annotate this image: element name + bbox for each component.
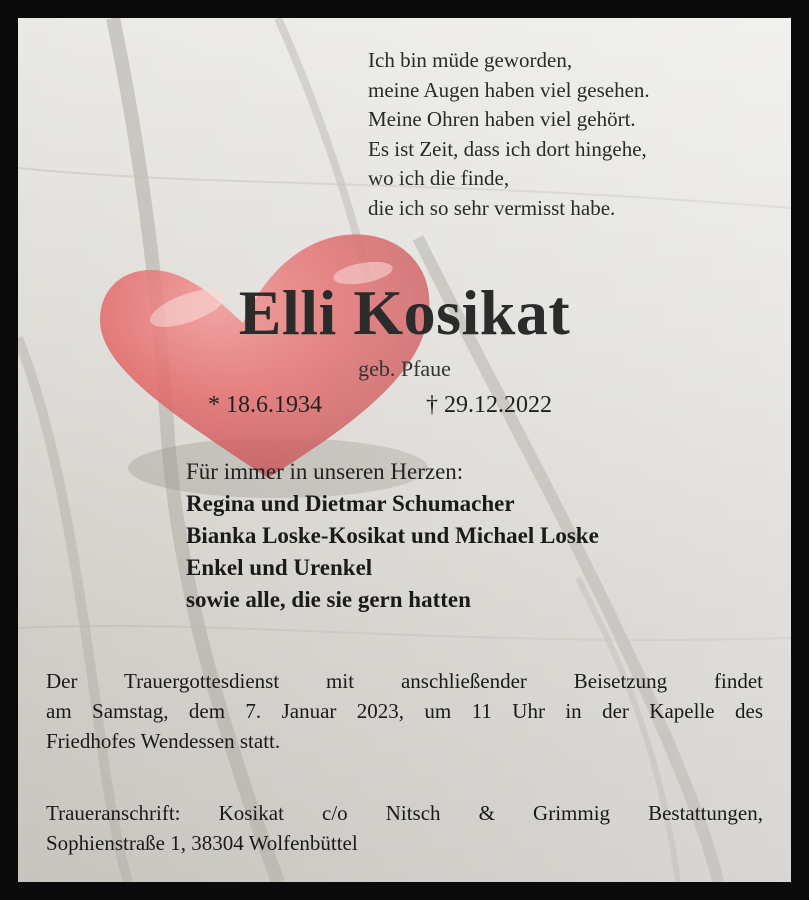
address-line: Traueranschrift: Kosikat c/o Nitsch & Grimmig Bestattungen,: [46, 801, 763, 825]
service-line: Der Trauergottesdienst mit anschließender Beisetzung findet: [46, 669, 763, 693]
service-line: am Samstag, dem 7. Januar 2023, um 11 Uhr in der Kapelle des: [46, 699, 763, 723]
family-mourners: [186, 456, 599, 616]
maiden-name: geb. Pfaue: [358, 356, 451, 381]
funeral-service-info: [46, 666, 763, 756]
poem-line: meine Augen haben viel gesehen.: [368, 77, 650, 102]
deceased-name: Elli Kosikat: [238, 277, 571, 348]
poem-line: Meine Ohren haben viel gehört.: [368, 107, 636, 131]
family-member: Regina und Dietmar Schumacher: [186, 491, 515, 516]
poem-line: Es ist Zeit, dass ich dort hingehe,: [368, 136, 647, 161]
poem-verse: [368, 46, 650, 223]
poem-line: wo ich die finde,: [368, 166, 510, 190]
poem-line: die ich so sehr vermisst habe.: [368, 195, 616, 220]
death-date: † 29.12.2022: [426, 392, 552, 418]
address-line: Sophienstraße 1, 38304 Wolfenbüttel: [46, 831, 358, 855]
family-intro: Für immer in unseren Herzen:: [186, 459, 464, 484]
service-line: Friedhofes Wendessen statt.: [46, 729, 281, 753]
family-member: Bianka Loske-Kosikat und Michael Loske: [186, 523, 599, 548]
birth-date: * 18.6.1934: [208, 392, 322, 418]
poem-line: Ich bin müde geworden,: [368, 48, 573, 72]
mourning-address: [46, 798, 763, 858]
family-member: Enkel und Urenkel: [186, 555, 373, 580]
family-member: sowie alle, die sie gern hatten: [186, 587, 471, 612]
